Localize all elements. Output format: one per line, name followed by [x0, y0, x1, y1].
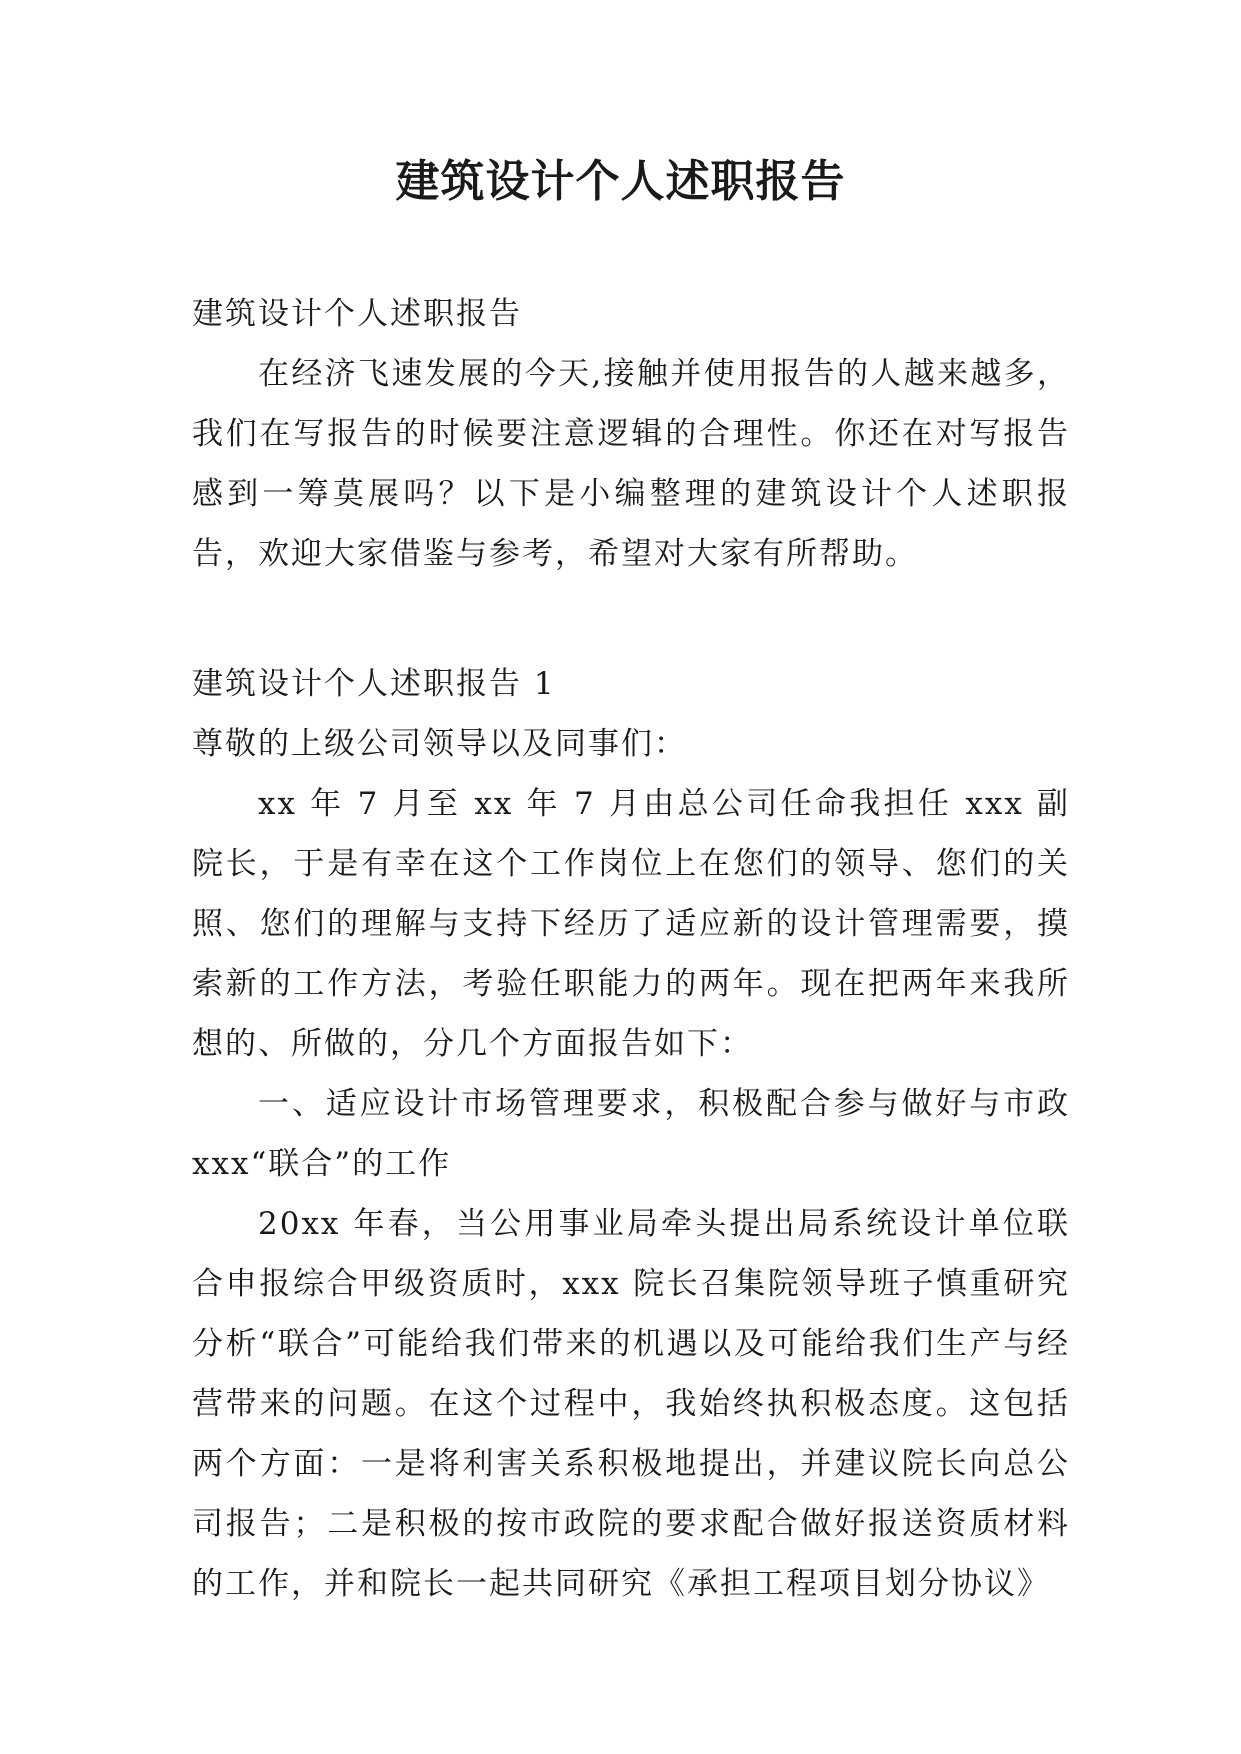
document-title: 建筑设计个人述职报告: [395, 156, 846, 207]
section-heading: 建筑设计个人述职报告 1: [192, 666, 556, 702]
intro-paragraph: 在经济飞速发展的今天,接触并使用报告的人越来越多，我们在写报告的时候要注意逻辑的合理性。你还在对写报告感到一筹莫展吗？以下是小编整理的建筑设计个人述职报告，欢迎大家借鉴与参考，希望对大家有所帮助。: [192, 356, 1070, 572]
section-gap: [192, 584, 1070, 654]
document-body: [192, 284, 1070, 1614]
intro-heading: 建筑设计个人述职报告: [192, 296, 522, 332]
salutation: 尊敬的上级公司领导以及同事们：: [192, 726, 687, 762]
subsection-heading: 一、适应设计市场管理要求，积极配合参与做好与市政 xxx“联合”的工作: [192, 1086, 1070, 1182]
body-paragraph: 20xx 年春，当公用事业局牵头提出局系统设计单位联合申报综合甲级资质时，xxx 院长召集院领导班子慎重研究分析“联合”可能给我们带来的机遇以及可能给我们生产与经营带来的问题。在这个过程中，我始终执积极态度。这包括两个方面：一是将利害关系积极地提出，并建议院长向总公司报告；二是积极的按市政院的要求配合做好报送资质材料的工作，并和院长一起共同研究《承担工程项目划分协议》: [192, 1206, 1070, 1602]
body-paragraph: xx 年 7 月至 xx 年 7 月由总公司任命我担任 xxx 副院长，于是有幸在这个工作岗位上在您们的领导、您们的关照、您们的理解与支持下经历了适应新的设计管理需要，摸索新的工作方法，考验任职能力的两年。现在把两年来我所想的、所做的，分几个方面报告如下：: [192, 786, 1070, 1062]
